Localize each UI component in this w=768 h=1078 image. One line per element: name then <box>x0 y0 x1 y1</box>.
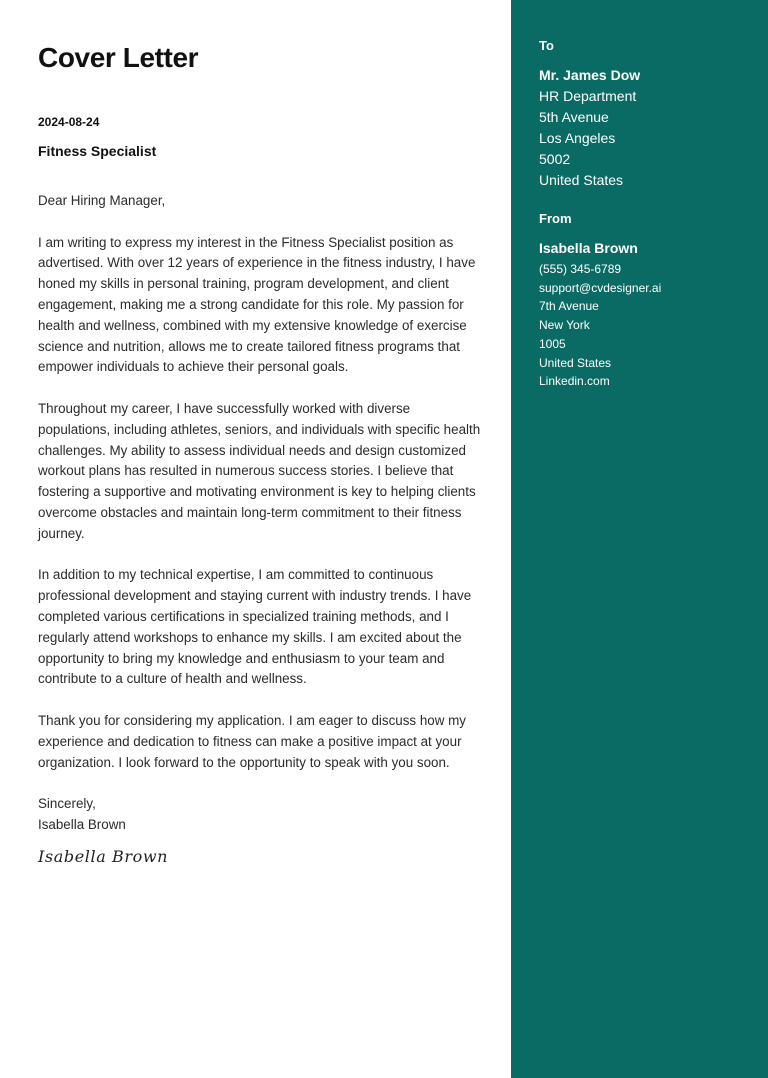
letter-paragraph: Throughout my career, I have successfully worked with diverse populations, including athletes, seniors, and individuals with specific health challenges. My ability to assess individual needs and design customized workout plans has resulted in numerous success stories. I believe that fostering a supportive and motivating environment is key to helping clients overcome obstacles and maintain long-term commitment to their fitness journey. <box>38 400 481 541</box>
sender-email[interactable]: support@cvdesigner.ai <box>539 280 662 295</box>
closing: Sincerely, <box>38 796 96 812</box>
sender-phone[interactable]: (555) 345-6789 <box>539 262 622 276</box>
sender-country: United States <box>539 355 612 370</box>
greeting: Dear Hiring Manager, <box>38 193 166 208</box>
letter-date: 2024-08-24 <box>38 115 100 129</box>
recipient-name: Mr. James Dow <box>539 67 641 83</box>
recipient-street: 5th Avenue <box>539 109 609 125</box>
letter-paragraph: Thank you for considering my application. I am eager to discuss how my experience and dedication to fitness can make a positive impact at your organization. I look forward to the opportunity to speak with you soon. <box>38 712 466 770</box>
recipient-department: HR Department <box>539 88 637 104</box>
letter-paragraph: In addition to my technical expertise, I am committed to continuous professional development and staying current with industry trends. I have completed various certifications in specialized training methods, and I regularly attend workshops to enhance my skills. I am excited about the opportunity to bring my knowledge and enthusiasm to your team and contribute to a culture of health and wellness. <box>38 567 472 687</box>
page-title: Cover Letter <box>38 42 199 73</box>
position-title: Fitness Specialist <box>38 143 157 159</box>
sender-zip: 1005 <box>539 336 566 351</box>
sender-name: Isabella Brown <box>38 816 126 832</box>
recipient-country: United States <box>539 172 624 188</box>
sender-street: 7th Avenue <box>539 299 599 314</box>
contact-sidebar <box>511 0 768 1078</box>
sender-city: New York <box>539 318 590 333</box>
to-label: To <box>539 38 554 53</box>
sender-contact-name: Isabella Brown <box>539 240 638 256</box>
letter-body <box>38 191 486 836</box>
recipient-zip: 5002 <box>539 151 571 167</box>
recipient-block <box>539 38 640 191</box>
recipient-city: Los Angeles <box>539 130 616 146</box>
sender-block <box>539 211 661 391</box>
from-label: From <box>539 211 572 226</box>
sender-website[interactable]: Linkedin.com <box>539 374 610 389</box>
handwritten-signature: Isabella Brown <box>38 847 169 866</box>
letter-paragraph: I am writing to express my interest in the Fitness Specialist position as advertised. With over 12 years of experience in the fitness industry, I have honed my skills in personal training, program development, and client engagement, making me a strong candidate for this role. My passion for health and wellness, combined with my extensive knowledge of exercise science and nutrition, allows me to create tailored fitness programs that empower individuals to achieve their personal goals. <box>38 234 476 375</box>
